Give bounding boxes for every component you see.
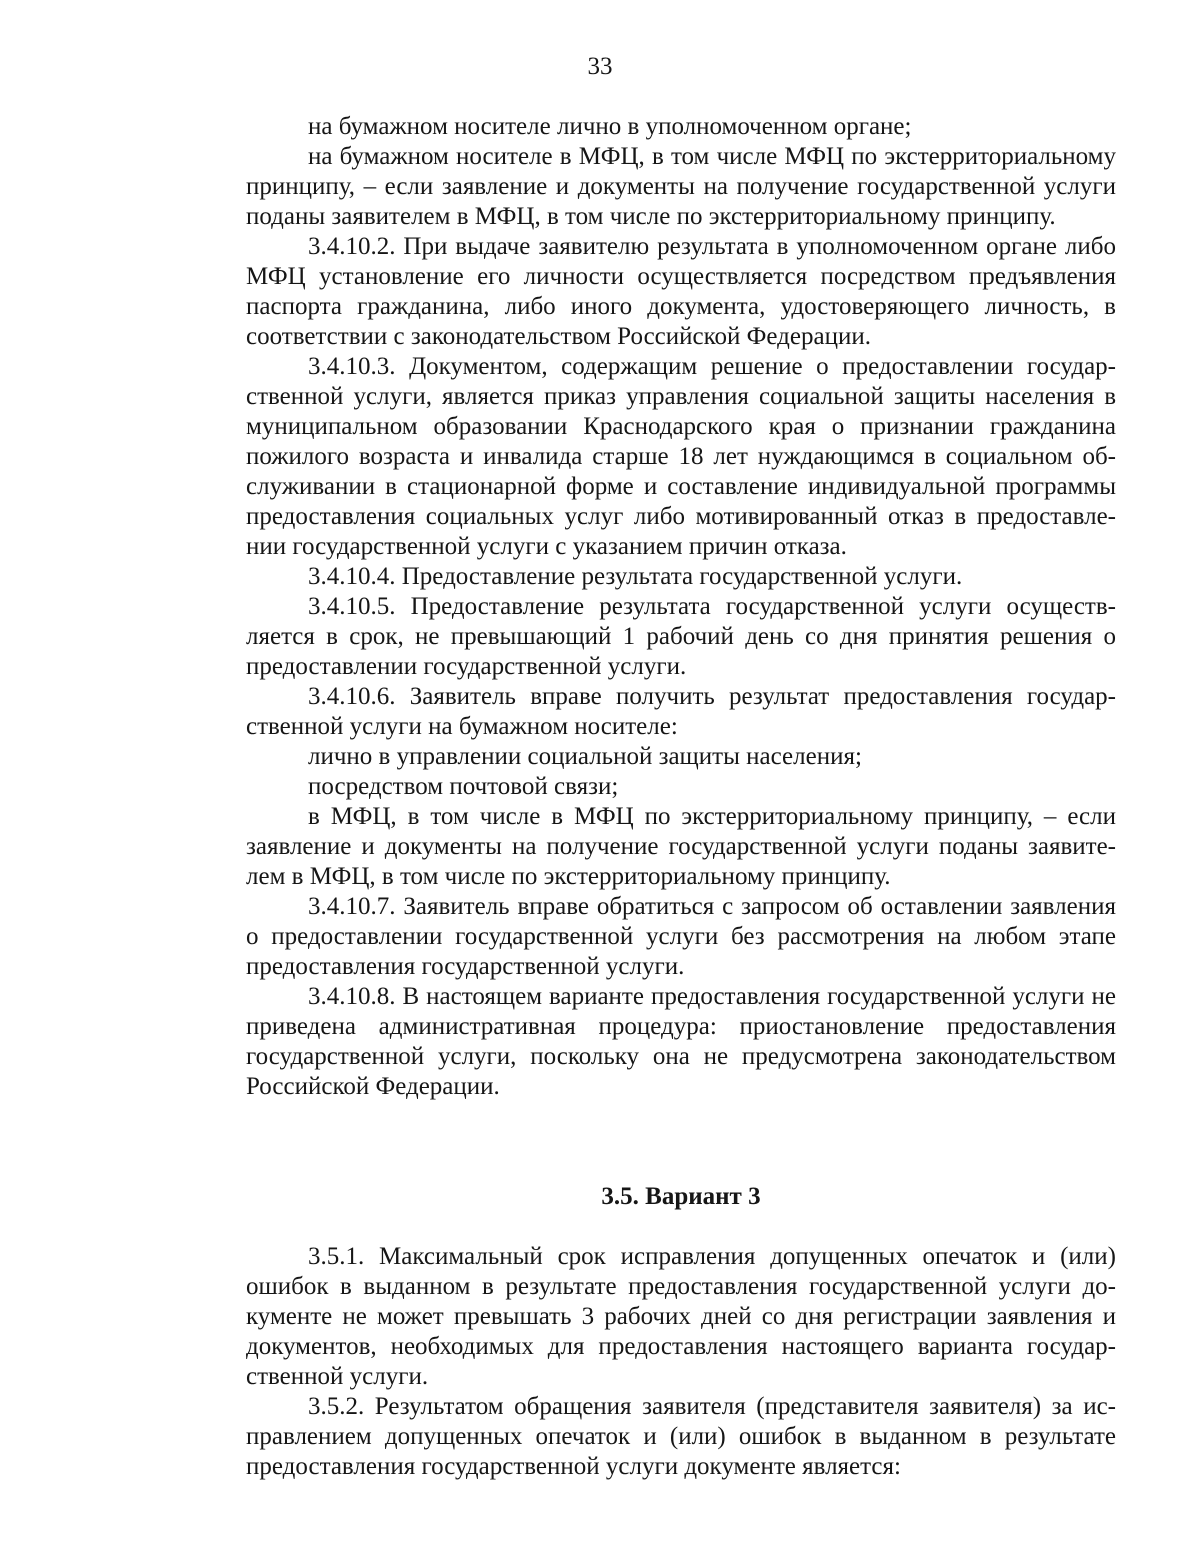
paragraph-option-in-person: лично в управлении социальной защиты населения;	[308, 743, 862, 770]
document-body-part1	[246, 112, 1116, 1102]
paragraph-delivery-in-person: на бумажном носителе лично в уполномоченном органе;	[308, 113, 912, 140]
paragraph-3-4-10-2: 3.4.10.2. При выдаче заявителю результата в уполномоченном органе либо МФЦ установление его личности осуществляется посредством предъявления паспорта гражданина, либо иного документа, удостоверяющего личность, в соответствии с законодательством Российской Федерации.	[246, 233, 1116, 350]
paragraph-3-4-10-6: 3.4.10.6. Заявитель вправе получить результат предоставления государственной услуги на бумажном носителе:	[246, 683, 1116, 740]
paragraph-3-5-1: 3.5.1. Максимальный срок исправления допущенных опечаток и (или) ошибок в выданном в результате предоставления государственной услуги документе не может превышать 3 рабочих дней со дня регистрации заявления и документов, необходимых для предоставления настоящего варианта государственной услуги.	[246, 1243, 1116, 1390]
paragraph-3-5-2: 3.5.2. Результатом обращения заявителя (представителя заявителя) за исправлением допущенных опечаток и (или) ошибок в выданном в результате предоставления государственной услуги документе является:	[246, 1393, 1116, 1480]
paragraph-3-4-10-7: 3.4.10.7. Заявитель вправе обратиться с запросом об оставлении заявления о предоставлении государственной услуги без рассмотрения на любом этапе предоставления государственной услуги.	[246, 893, 1116, 980]
section-3-5	[246, 1152, 1116, 1482]
paragraph-3-4-10-4: 3.4.10.4. Предоставление результата государственной услуги.	[308, 563, 963, 590]
page-number: 33	[587, 53, 613, 80]
section-heading: 3.5. Вариант 3	[601, 1183, 761, 1210]
paragraph-3-4-10-5: 3.4.10.5. Предоставление результата государственной услуги осуществляется в срок, не превышающий 1 рабочий день со дня принятия решения о предоставлении государственной услуги.	[246, 593, 1116, 680]
paragraph-3-4-10-8: 3.4.10.8. В настоящем варианте предоставления государственной услуги не приведена административная процедура: приостановление предоставления государственной услуги, поскольку она не предусмотрена законодательством Российской Федерации.	[246, 983, 1116, 1100]
paragraph-delivery-mfc: на бумажном носителе в МФЦ, в том числе МФЦ по экстерриториальному принципу, – если заявление и документы на получение государственной услуги поданы заявителем в МФЦ, в том числе по экстерриториальному принципу.	[246, 143, 1116, 230]
paragraph-option-post: посредством почтовой связи;	[308, 773, 619, 800]
paragraph-option-mfc: в МФЦ, в том числе в МФЦ по экстерриториальному принципу, – если заявление и документы на получение государственной услуги поданы заявителем в МФЦ, в том числе по экстерриториальному принципу.	[246, 803, 1116, 890]
paragraph-3-4-10-3: 3.4.10.3. Документом, содержащим решение о предоставлении государственной услуги, является приказ управления социальной защиты населения в муниципальном образовании Краснодарского края о признании гражданина пожилого возраста и инвалида старше 18 лет нуждающимся в социальном обслуживании в стационарной форме и составление индивидуальной программы предоставления социальных услуг либо мотивированный отказ в предоставлении государственной услуги с указанием причин отказа.	[246, 353, 1116, 560]
